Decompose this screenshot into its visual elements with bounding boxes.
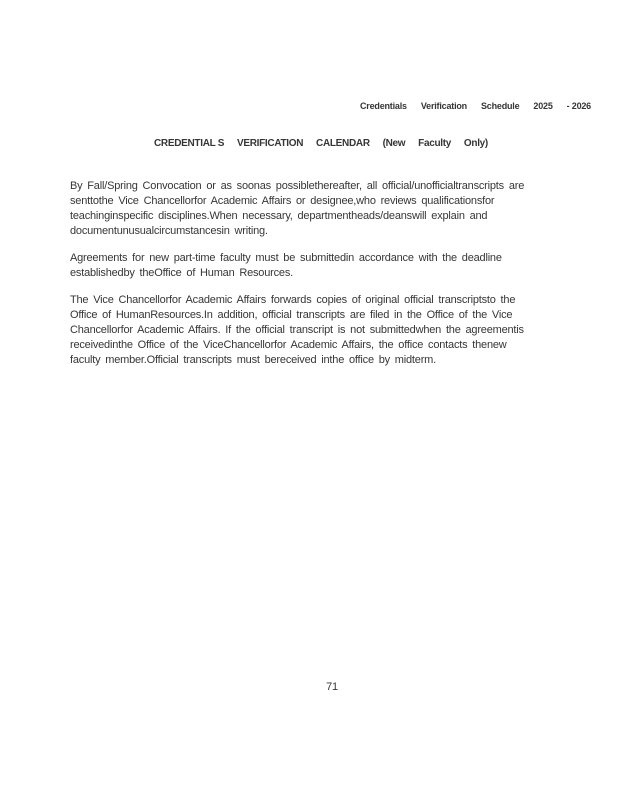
paragraph-1	[70, 179, 592, 239]
paragraph-2	[70, 251, 592, 281]
header-word: Verification	[420, 101, 467, 111]
title-word: (New	[382, 138, 406, 149]
text-line: establishedby theOffice of Human Resources.	[70, 267, 293, 279]
document-title	[154, 138, 488, 149]
title-word: Faculty	[418, 138, 452, 149]
title-word: CREDENTIAL S	[154, 138, 225, 149]
header-word: 2025	[533, 101, 553, 111]
text-line: Agreements for new part-time faculty must be submittedin accordance with the deadline	[70, 252, 502, 264]
running-header	[360, 101, 591, 111]
text-line: The Vice Chancellorfor Academic Affairs forwards copies of original official transcriptsto the	[70, 294, 516, 306]
header-word: - 2026	[566, 101, 591, 111]
title-word: CALENDAR	[316, 138, 370, 149]
header-word: Credentials	[360, 101, 407, 111]
header-word: Schedule	[480, 101, 520, 111]
text-line: documentunusualcircumstancesin writing.	[70, 225, 268, 237]
text-line: By Fall/Spring Convocation or as soonas possiblethereafter, all official/unofficialtranscripts are	[70, 180, 525, 192]
text-line: faculty member.Official transcripts must bereceived inthe office by midterm.	[70, 354, 436, 366]
text-line: Chancellorfor Academic Affairs. If the official transcript is not submittedwhen the agreementis	[70, 324, 524, 336]
text-line: teachinginspecific disciplines.When necessary, departmentheads/deanswill explain and	[70, 210, 488, 222]
text-line: Office of HumanResources.In addition, official transcripts are filed in the Office of the Vice	[70, 309, 513, 321]
paragraph-3	[70, 293, 592, 368]
text-line: receivedinthe Office of the ViceChancellorfor Academic Affairs, the office contacts thenew	[70, 339, 507, 351]
text-line: senttothe Vice Chancellorfor Academic Affairs or designee,who reviews qualificationsfor	[70, 195, 495, 207]
title-word: Only)	[463, 138, 488, 149]
title-word: VERIFICATION	[236, 138, 304, 149]
page-number: 71	[326, 681, 338, 693]
